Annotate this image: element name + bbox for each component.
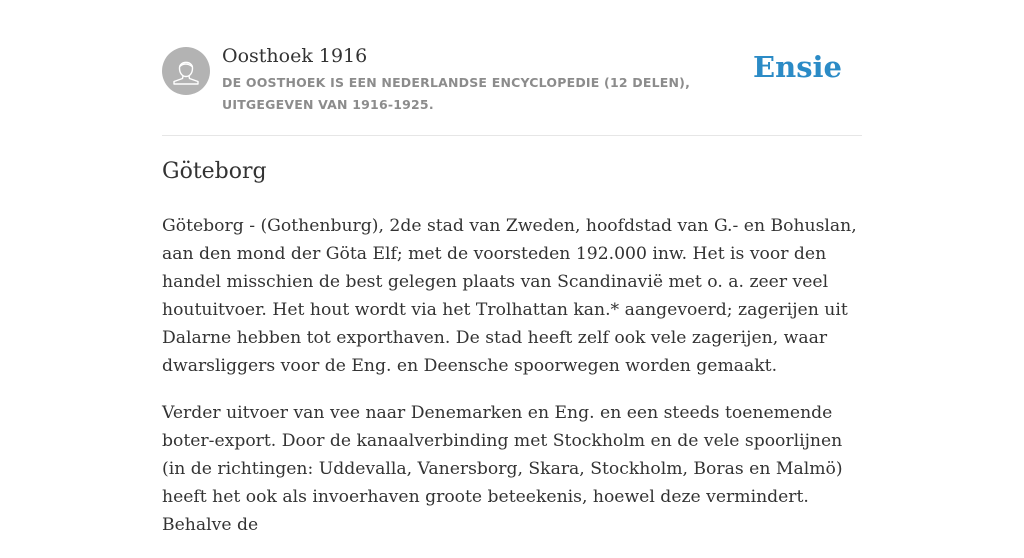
article-title: Göteborg (162, 159, 267, 184)
page-container (162, 0, 862, 535)
article-paragraph: Verder uitvoer van vee naar Denemarken en Eng. en een steeds toenemende boter-export. Door de kanaalverbinding met Stockholm en de vele spoorlijnen (in de richtingen: Uddevalla, Vanersborg, Skara, Stockholm, Boras en Malmö) heeft het ook als invoerhaven groote beteekenis, hoewel deze vermindert. Behalve de (162, 403, 843, 535)
article-paragraph: Göteborg - (Gothenburg), 2de stad van Zweden, hoofdstad van G.- en Bohuslan, aan den mond der Göta Elf; met de voorsteden 192.000 inw. Het is voor den handel misschien de best gelegen plaats van Scandinavië met o. a. zeer veel houtuitvoer. Het hout wordt via het Trolhattan kan.* aangevoerd; zagerijen uit Dalarne hebben tot exporthaven. De stad heeft zelf ook vele zagerijen, waar dwarsliggers voor de Eng. en Deensche spoorwegen worden gemaakt. (162, 216, 857, 376)
source-avatar[interactable] (162, 47, 210, 95)
brand-logo-link[interactable]: Ensie (753, 50, 842, 84)
source-title[interactable]: Oosthoek 1916 (222, 45, 368, 67)
source-description: DE OOSTHOEK IS EEN NEDERLANDSE ENCYCLOPEDIE (12 DELEN), UITGEGEVEN VAN 1916-1925. (222, 75, 691, 112)
user-icon (162, 47, 210, 95)
source-header (162, 0, 862, 136)
article-body (162, 212, 862, 558)
